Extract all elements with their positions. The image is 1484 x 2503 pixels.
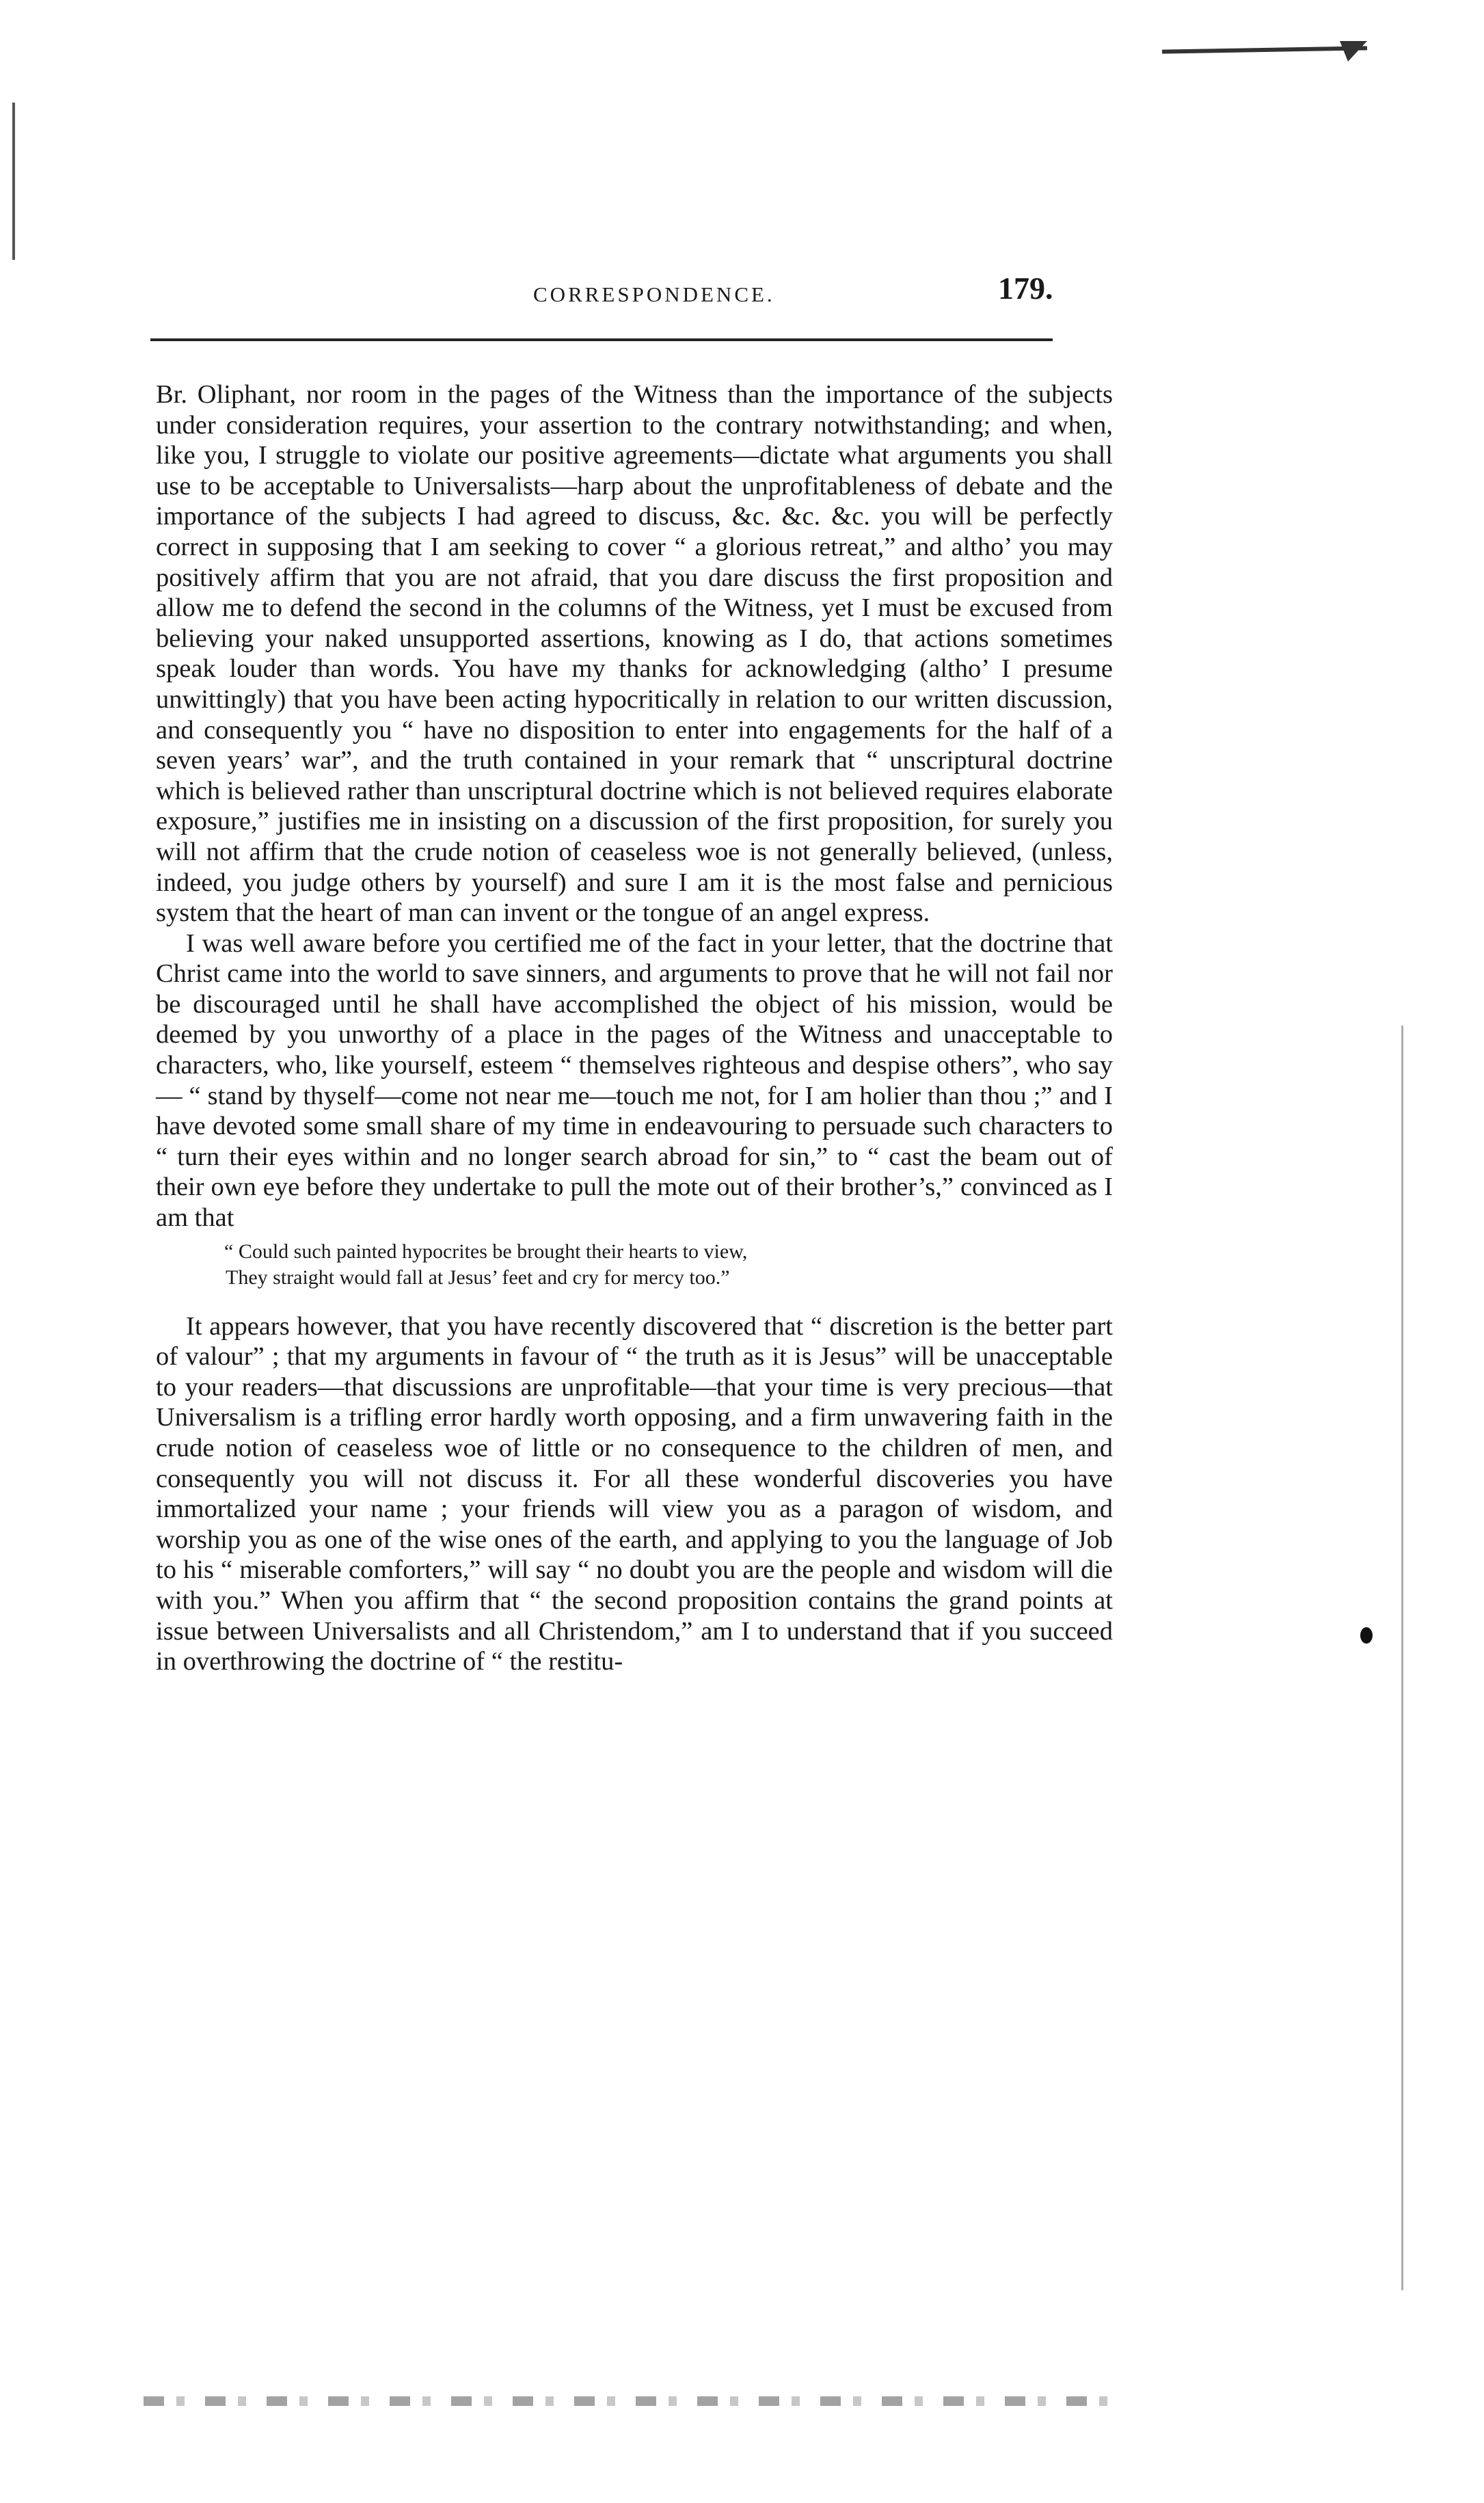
scan-mark xyxy=(144,2396,1114,2406)
scan-mark xyxy=(1340,41,1367,62)
quote-line: They straight would fall at Jesus’ feet and cry for mercy too.” xyxy=(226,1266,730,1289)
scan-mark xyxy=(1401,1026,1403,2290)
paragraph: It appears however, that you have recently discovered that “ discretion is the better part of valour” ; that my arguments in favour of “ the truth as it is Jesus” will be unacceptable to your readers—that discussions are unprofitable—that your time is very precious—that Universalism is a trifling error hardly worth opposing, and a firm unwavering faith in the crude notion of ceaseless woe of little or no consequence to the children of men, and consequently you will not discuss it. For all these wonderful discoveries you have immortalized your name ; your friends will view you as a paragon of wisdom, and worship you as one of the wise ones of the earth, and applying to you the language of Job to his “ miserable comforters,” will say “ no doubt you are the people and wisdom will die with you.” When you affirm that “ the second proposition contains the grand points at issue between Universalists and all Christendom,” am I to understand that if you succeed in overthrowing the doctrine of “ the restitu- xyxy=(156,1311,1113,1676)
scan-mark xyxy=(12,103,15,260)
quote-line: “ Could such painted hypocrites be brought their hearts to view, xyxy=(224,1240,748,1263)
verse-quote xyxy=(224,1239,1113,1291)
body-text xyxy=(156,379,1113,1677)
paragraph: I was well aware before you certified me of the fact in your letter, that the doctrine that Christ came into the world to save sinners, and arguments to prove that he will not fail nor be discouraged until he shall have accomplished the object of his mission, would be deemed by you unworthy of a place in the pages of the Witness and unacceptable to characters, who, like yourself, esteem “ themselves righteous and despise others”, who say— “ stand by thyself—come not near me—touch me not, for I am holier than thou ;” and I have devoted some small share of my time in endeavouring to persuade such characters to “ turn their eyes within and no longer search abroad for sin,” to “ cast the beam out of their own eye before they undertake to pull the mote out of their brother’s,” convinced as I am that xyxy=(156,928,1113,1233)
paragraph-continuation: Br. Oliphant, nor room in the pages of the Witness than the importance of the subjects under consideration requires, your assertion to the contrary notwithstanding; and when, like you, I struggle to violate our positive agreements—dictate what arguments you shall use to be acceptable to Universalists—harp about the unprofitableness of debate and the importance of the subjects I had agreed to discuss, &c. &c. &c. you will be perfectly correct in supposing that I am seeking to cover “ a glorious retreat,” and altho’ you may positively affirm that you are not afraid, that you dare discuss the first proposition and allow me to defend the second in the columns of the Witness, yet I must be excused from believing your naked unsupported assertions, knowing as I do, that actions sometimes speak louder than words. You have my thanks for acknowledging (altho’ I presume unwittingly) that you have been acting hypocritically in relation to our written discussion, and consequently you “ have no disposition to enter into engagements for the half of a seven years’ war”, and the truth contained in your remark that “ unscriptural doctrine which is believed rather than unscriptural doctrine which is not believed requires elaborate exposure,” justifies me in insisting on a discussion of the first proposition, for surely you will not affirm that the crude notion of ceaseless woe is not generally believed, (unless, indeed, you judge others by yourself) and sure I am it is the most false and pernicious system that the heart of man can invent or the tongue of an angel express. xyxy=(156,380,1113,928)
header-rule xyxy=(150,338,1053,341)
page-header xyxy=(150,270,1073,318)
running-head: CORRESPONDENCE. xyxy=(533,282,775,306)
scan-mark xyxy=(1360,1627,1373,1644)
page-number: 179. xyxy=(998,271,1053,306)
scan-mark xyxy=(1162,46,1367,53)
